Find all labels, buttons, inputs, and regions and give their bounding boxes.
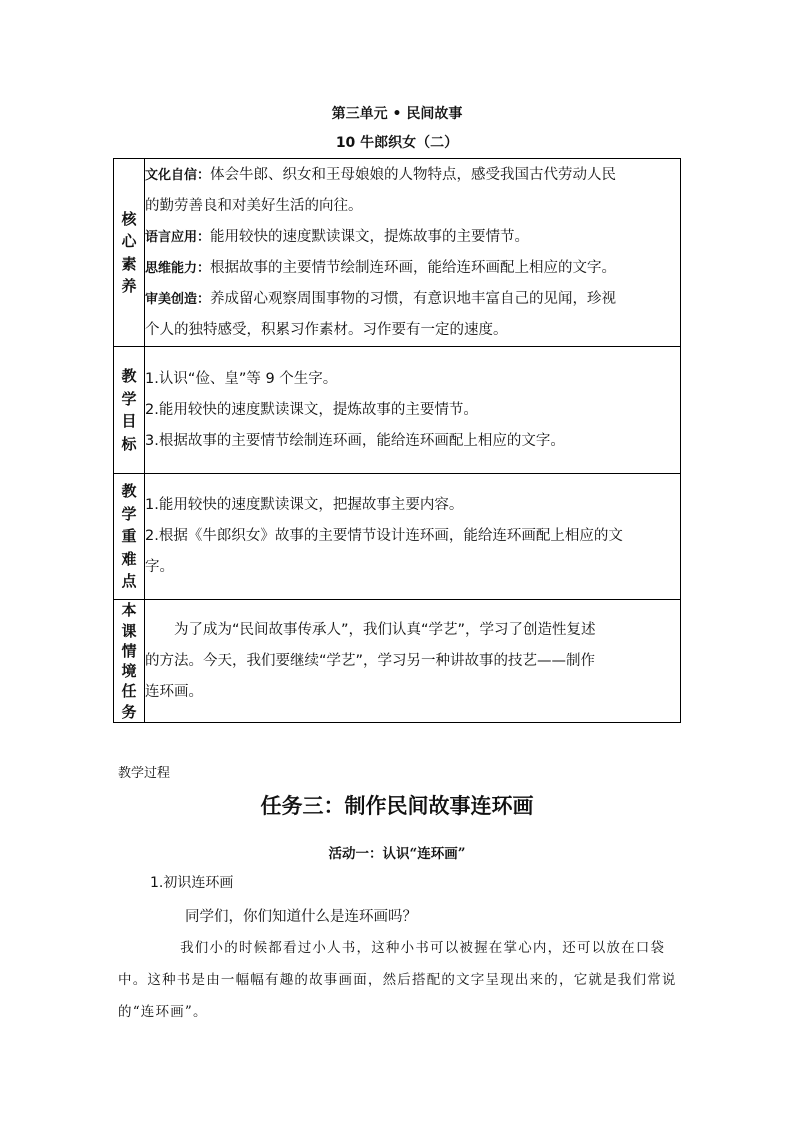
core-item-label: 文化自信： — [145, 167, 211, 183]
unit-title: 第三单元 • 民间故事 — [331, 106, 463, 122]
lesson-plan-table — [113, 158, 681, 723]
core-item — [145, 160, 680, 191]
label-char: 核 — [121, 209, 137, 228]
key-difficulty-label — [114, 474, 145, 600]
label-char: 课 — [121, 621, 137, 640]
context-line: 连环画。 — [145, 683, 203, 700]
goal-item: 2.能用较快的速度默读课文，提炼故事的主要情节。 — [145, 401, 478, 418]
teaching-goals-row — [114, 347, 681, 474]
context-task-row — [114, 600, 681, 723]
label-char: 本 — [121, 601, 137, 620]
lesson-title: 10 牛郎织女（二） — [335, 135, 459, 151]
section-heading: 1.初识连环画 — [150, 875, 234, 891]
label-char: 素 — [121, 254, 137, 273]
label-char: 学 — [121, 389, 137, 408]
teaching-goals-content — [145, 347, 681, 474]
core-item-text: 体会牛郎、织女和王母娘娘的人物特点，感受我国古代劳动人民 — [210, 166, 617, 183]
core-item-text: 能用较快的速度默读课文，提炼故事的主要情节。 — [210, 228, 530, 245]
core-item-label: 语言应用： — [145, 229, 211, 245]
label-char: 目 — [121, 412, 137, 430]
key-difficulty-row — [114, 474, 681, 600]
context-task-label — [114, 600, 145, 723]
core-item — [145, 222, 680, 253]
label-char: 情 — [121, 641, 137, 660]
label-char: 务 — [121, 702, 137, 721]
goal-item: 3.根据故事的主要情节绘制连环画，能给连环画配上相应的文字。 — [145, 432, 565, 449]
core-literacy-label — [114, 159, 145, 347]
core-item — [145, 284, 680, 315]
key-difficulty-content — [145, 474, 681, 600]
question-text: 同学们，你们知道什么是连环画吗？ — [185, 909, 417, 925]
label-char: 点 — [121, 572, 137, 591]
context-task-content — [145, 600, 681, 723]
core-item-label: 思维能力： — [145, 260, 211, 276]
core-literacy-row — [114, 159, 681, 347]
context-line: 的方法。今天，我们要继续“学艺”，学习另一种讲故事的技艺——制作 — [145, 652, 596, 669]
core-literacy-content — [145, 159, 681, 347]
context-line: 为了成为“民间故事传承人”，我们认真“学艺”，学习了创造性复述 — [174, 621, 596, 638]
activity-heading: 活动一：认识“连环画” — [328, 846, 466, 862]
label-char: 学 — [121, 504, 137, 523]
task-heading: 任务三：制作民间故事连环画 — [260, 794, 534, 818]
key-item: 2.根据《牛郎织女》故事的主要情节设计连环画，能给连环画配上相应的文 — [145, 528, 623, 544]
teaching-goals-label — [114, 347, 145, 474]
label-char: 重 — [121, 527, 137, 546]
core-item-text: 的勤劳善良和对美好生活的向往。 — [145, 197, 363, 214]
label-char: 心 — [121, 232, 137, 250]
core-item — [145, 253, 680, 284]
label-char: 境 — [121, 662, 137, 680]
core-item-label: 审美创造： — [145, 291, 211, 307]
label-char: 教 — [121, 482, 137, 501]
label-char: 任 — [121, 682, 137, 701]
label-char: 难 — [121, 549, 137, 568]
core-item-text: 个人的独特感受，积累习作素材。习作要有一定的速度。 — [145, 321, 508, 338]
key-item: 字。 — [145, 559, 174, 575]
goal-item: 1.认识“俭、皇”等 9 个生字。 — [145, 370, 338, 387]
label-char: 教 — [121, 367, 137, 385]
process-label: 教学过程 — [118, 766, 171, 781]
key-item: 1.能用较快的速度默读课文，把握故事主要内容。 — [145, 497, 464, 513]
label-char: 养 — [121, 277, 137, 295]
body-paragraph: 我们小的时候都看过小人书，这种小书可以被握在掌心内，还可以放在口袋中。这种书是由一幅幅有趣的故事画面，然后搭配的文字呈现出来的，它就是我们常说的“连环画”。 — [118, 940, 677, 1020]
core-item-text: 根据故事的主要情节绘制连环画，能给连环画配上相应的文字。 — [210, 259, 617, 276]
core-item-text: 养成留心观察周围事物的习惯，有意识地丰富自己的见闻，珍视 — [210, 290, 617, 307]
label-char: 标 — [121, 434, 137, 453]
